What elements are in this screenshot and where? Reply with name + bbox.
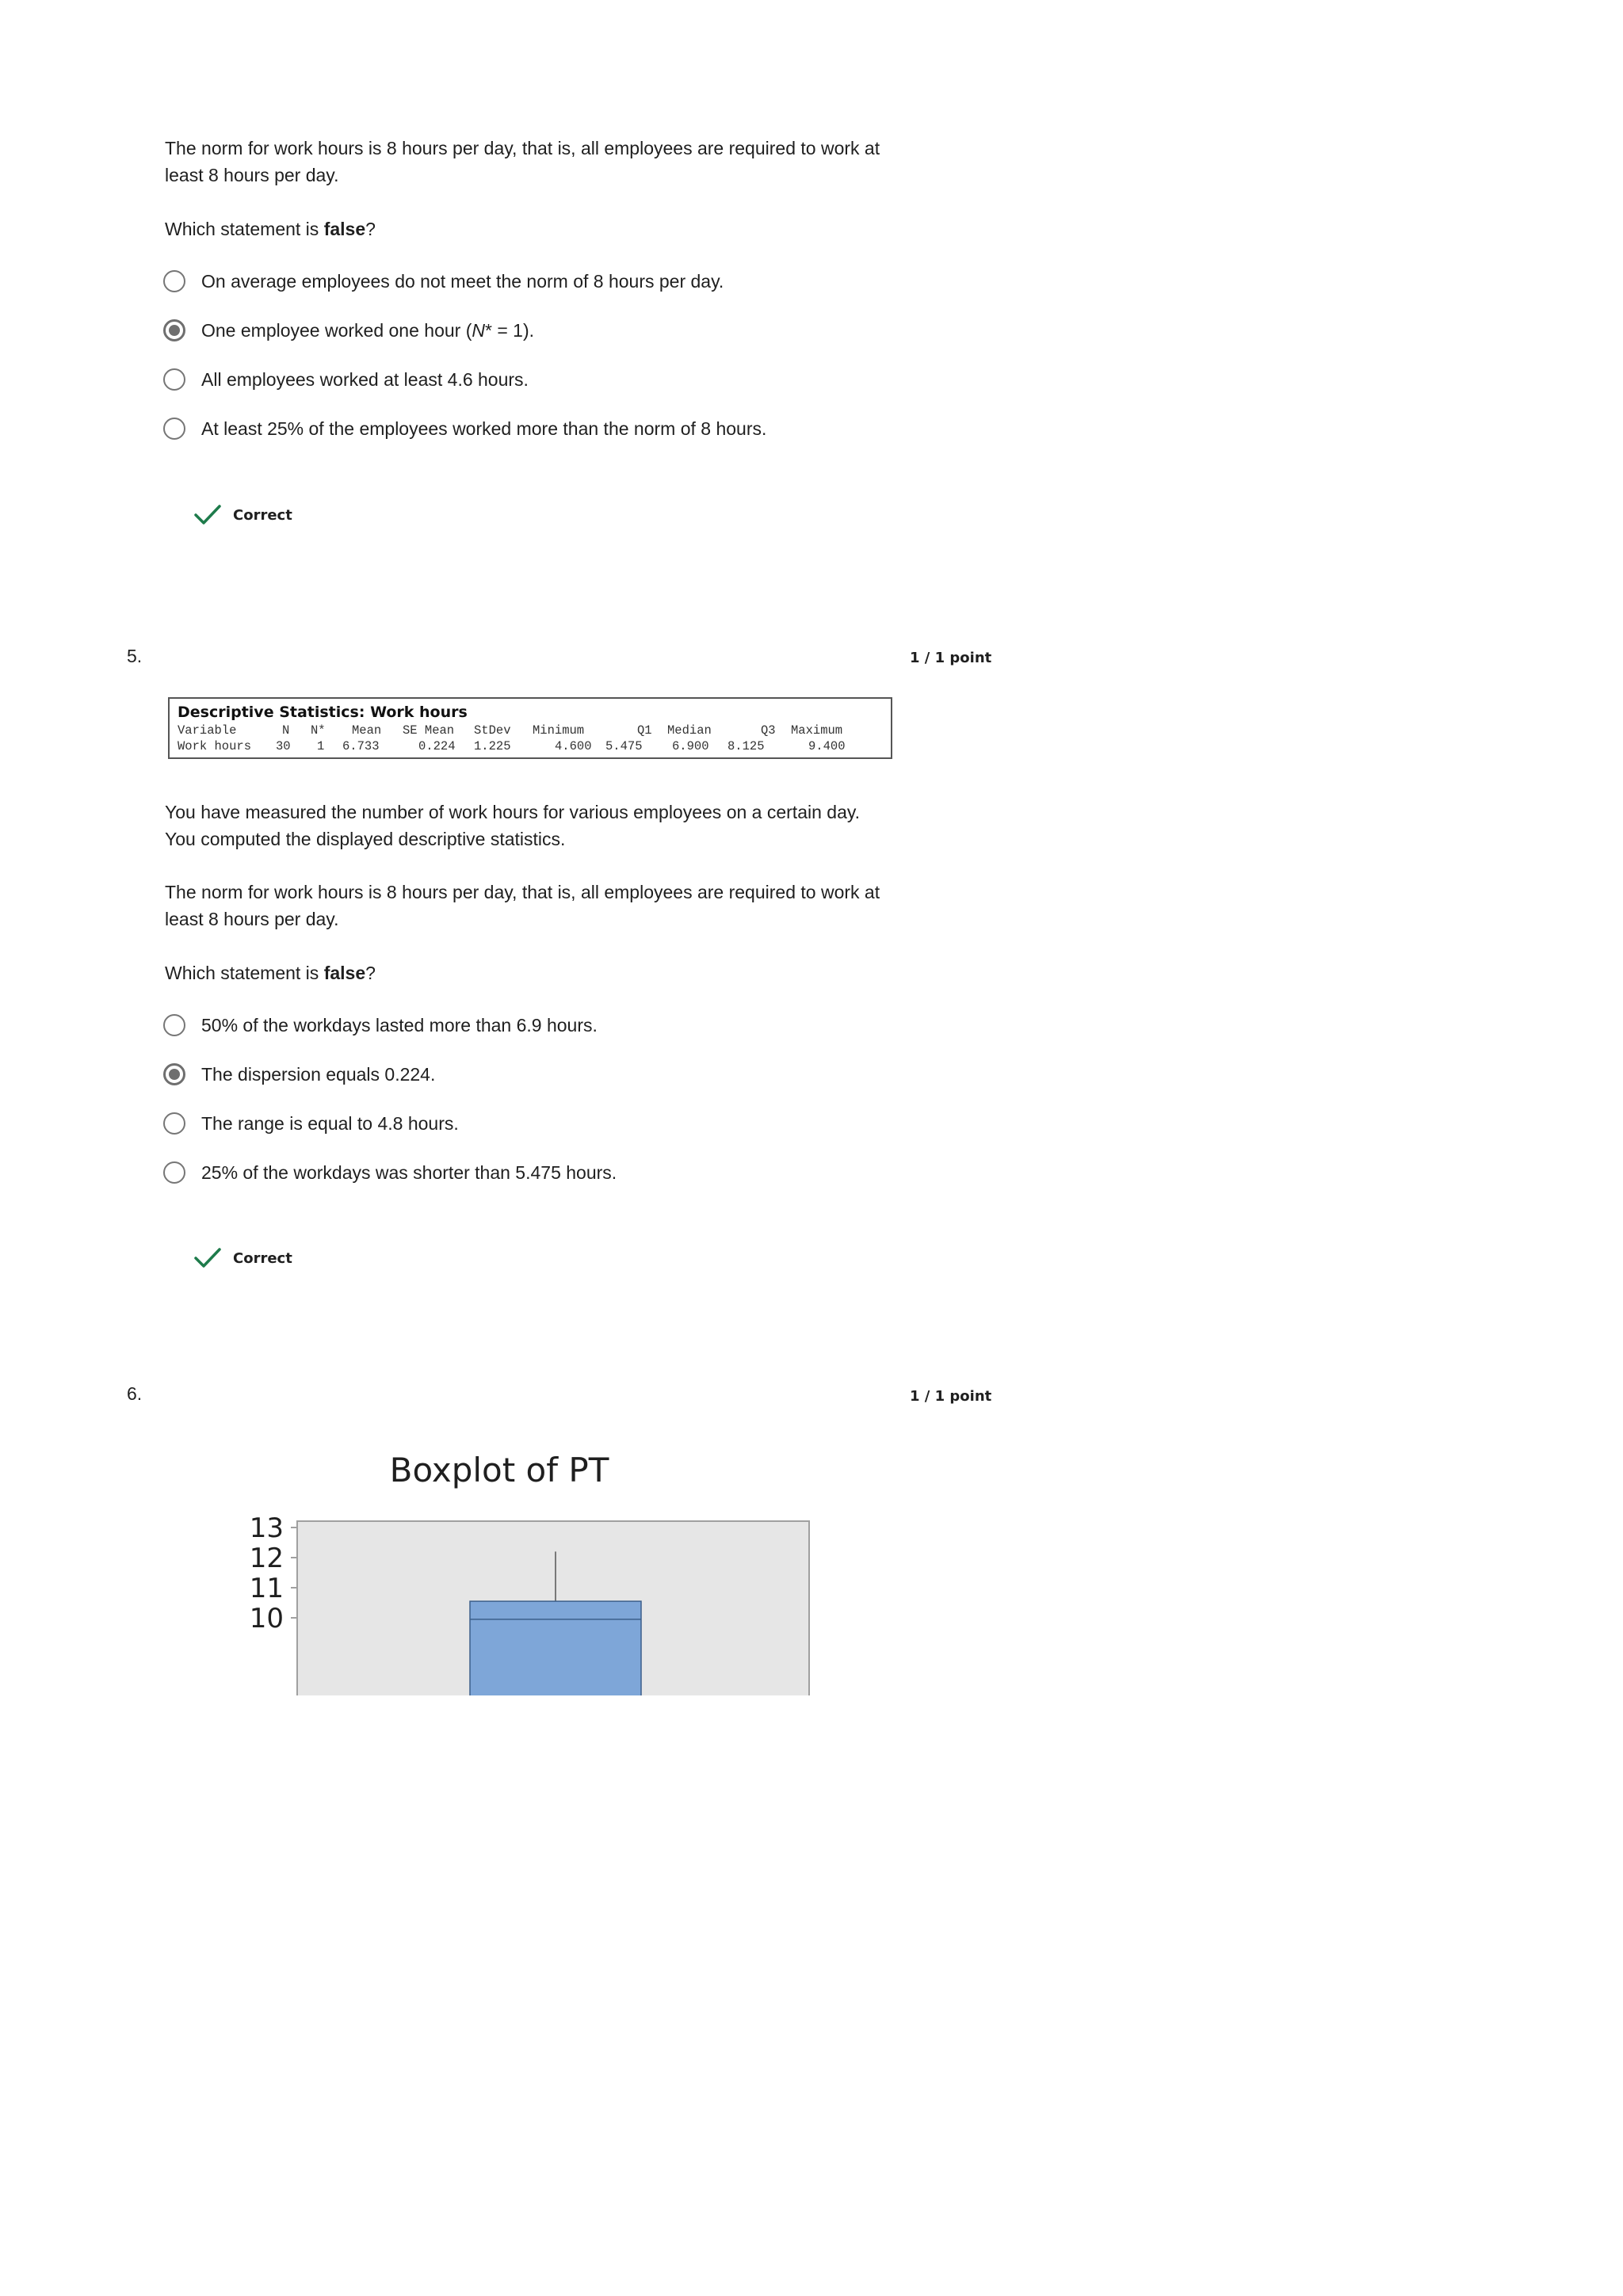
stats-header-nstar: N* bbox=[311, 723, 326, 738]
q5-norm-text bbox=[165, 879, 894, 933]
q5-points: 1 / 1 point bbox=[910, 650, 992, 666]
q5-option-3[interactable] bbox=[163, 1109, 459, 1138]
q4-option-3-radio[interactable] bbox=[163, 368, 185, 391]
q4-option-4[interactable] bbox=[163, 414, 766, 443]
boxplot-figure bbox=[182, 1438, 840, 1695]
stats-value-mean: 6.733 bbox=[342, 739, 380, 753]
stats-value-median: 6.900 bbox=[672, 739, 709, 753]
q5-option-3-label: The range is equal to 4.8 hours. bbox=[201, 1112, 459, 1134]
chart-title: Boxplot of PT bbox=[389, 1451, 609, 1489]
q4-option-3-label: All employees worked at least 4.6 hours. bbox=[201, 368, 529, 390]
stats-header-median: Median bbox=[667, 723, 712, 738]
q4-feedback bbox=[193, 501, 292, 529]
stats-value-q1: 5.475 bbox=[605, 739, 643, 753]
descriptive-statistics-table bbox=[168, 697, 892, 759]
y-tick-label-12: 12 bbox=[249, 1543, 284, 1574]
q4-option-2-italic: N bbox=[472, 319, 485, 341]
q5-option-1-radio[interactable] bbox=[163, 1014, 185, 1036]
stats-value-n: 30 bbox=[276, 739, 291, 753]
q5-intro-line2: You computed the displayed descriptive statistics. bbox=[165, 829, 566, 849]
q6-points: 1 / 1 point bbox=[910, 1388, 992, 1405]
q4-option-1-radio[interactable] bbox=[163, 270, 185, 292]
q5-norm-line1: The norm for work hours is 8 hours per day, that is, all employees are required to work at bbox=[165, 882, 880, 902]
stats-value-variable: Work hours bbox=[178, 739, 252, 753]
stats-value-minimum: 4.600 bbox=[555, 739, 592, 753]
q4-prompt bbox=[165, 215, 894, 242]
stats-value-nstar: 1 bbox=[317, 739, 325, 753]
q5-feedback bbox=[193, 1244, 292, 1272]
q4-norm-text bbox=[165, 135, 894, 189]
q5-option-3-radio[interactable] bbox=[163, 1112, 185, 1135]
stats-header-row bbox=[178, 723, 883, 739]
q5-prompt bbox=[165, 959, 894, 986]
stats-header-maximum: Maximum bbox=[791, 723, 843, 738]
stats-header-stdev: StDev bbox=[474, 723, 511, 738]
stats-header-q1: Q1 bbox=[637, 723, 652, 738]
q4-option-1[interactable] bbox=[163, 267, 724, 296]
q5-number: 5. bbox=[127, 646, 143, 666]
q4-norm-line2: least 8 hours per day. bbox=[165, 165, 339, 185]
stats-title: Descriptive Statistics: Work hours bbox=[178, 704, 468, 721]
stats-header-q3: Q3 bbox=[761, 723, 776, 738]
y-tick-label-13: 13 bbox=[249, 1512, 284, 1544]
q5-intro-text bbox=[165, 799, 894, 852]
stats-value-row bbox=[178, 739, 883, 755]
q4-prompt-prefix: Which statement is bbox=[165, 219, 324, 239]
y-axis-ticks bbox=[250, 1512, 297, 1634]
q4-option-2-prefix: One employee worked one hour ( bbox=[201, 319, 472, 341]
stats-value-maximum: 9.400 bbox=[808, 739, 846, 753]
checkmark-icon bbox=[193, 503, 222, 527]
stats-header-mean: Mean bbox=[352, 723, 382, 738]
q6-number: 6. bbox=[127, 1383, 143, 1404]
q4-option-1-label: On average employees do not meet the norm of 8 hours per day. bbox=[201, 270, 724, 292]
stats-header-n: N bbox=[282, 723, 290, 738]
y-tick-label-10: 10 bbox=[249, 1603, 284, 1634]
q5-intro-line1: You have measured the number of work hours for various employees on a certain day. bbox=[165, 802, 861, 822]
q5-prompt-suffix: ? bbox=[365, 963, 376, 983]
q4-norm-line1: The norm for work hours is 8 hours per day, that is, all employees are required to work at bbox=[165, 138, 880, 158]
q4-option-2-radio[interactable] bbox=[163, 319, 185, 341]
q4-option-2-label bbox=[201, 320, 534, 341]
q4-option-3[interactable] bbox=[163, 365, 529, 394]
q4-option-4-label: At least 25% of the employees worked more than the norm of 8 hours. bbox=[201, 418, 767, 439]
q5-option-2[interactable] bbox=[163, 1060, 435, 1089]
checkmark-icon bbox=[193, 1246, 222, 1270]
q5-prompt-bold: false bbox=[323, 963, 366, 983]
q5-option-4-radio[interactable] bbox=[163, 1161, 185, 1184]
y-tick-label-11: 11 bbox=[249, 1573, 284, 1604]
q4-option-2[interactable] bbox=[163, 316, 534, 345]
q5-option-2-radio[interactable] bbox=[163, 1063, 185, 1085]
q5-option-2-label: The dispersion equals 0.224. bbox=[201, 1063, 436, 1085]
q5-option-1-label: 50% of the workdays lasted more than 6.9 hours. bbox=[201, 1014, 598, 1035]
q5-prompt-prefix: Which statement is bbox=[165, 963, 324, 983]
q4-feedback-label: Correct bbox=[233, 506, 292, 524]
stats-header-variable: Variable bbox=[178, 723, 237, 738]
q5-option-4-label: 25% of the workdays was shorter than 5.475 hours. bbox=[201, 1161, 617, 1183]
stats-value-stdev: 1.225 bbox=[474, 739, 511, 753]
box-iqr bbox=[470, 1601, 641, 1695]
q4-prompt-bold: false bbox=[323, 219, 366, 239]
q4-option-2-suffix: * = 1). bbox=[485, 319, 535, 341]
q4-prompt-suffix: ? bbox=[365, 219, 376, 239]
q5-norm-line2: least 8 hours per day. bbox=[165, 909, 339, 929]
q5-option-4[interactable] bbox=[163, 1158, 617, 1187]
q5-option-1[interactable] bbox=[163, 1011, 598, 1039]
stats-header-minimum: Minimum bbox=[533, 723, 585, 738]
stats-value-se-mean: 0.224 bbox=[418, 739, 456, 753]
boxplot-chart bbox=[182, 1438, 840, 1695]
q4-option-4-radio[interactable] bbox=[163, 418, 185, 440]
q5-feedback-label: Correct bbox=[233, 1249, 292, 1267]
stats-header-se-mean: SE Mean bbox=[403, 723, 455, 738]
stats-value-q3: 8.125 bbox=[727, 739, 765, 753]
